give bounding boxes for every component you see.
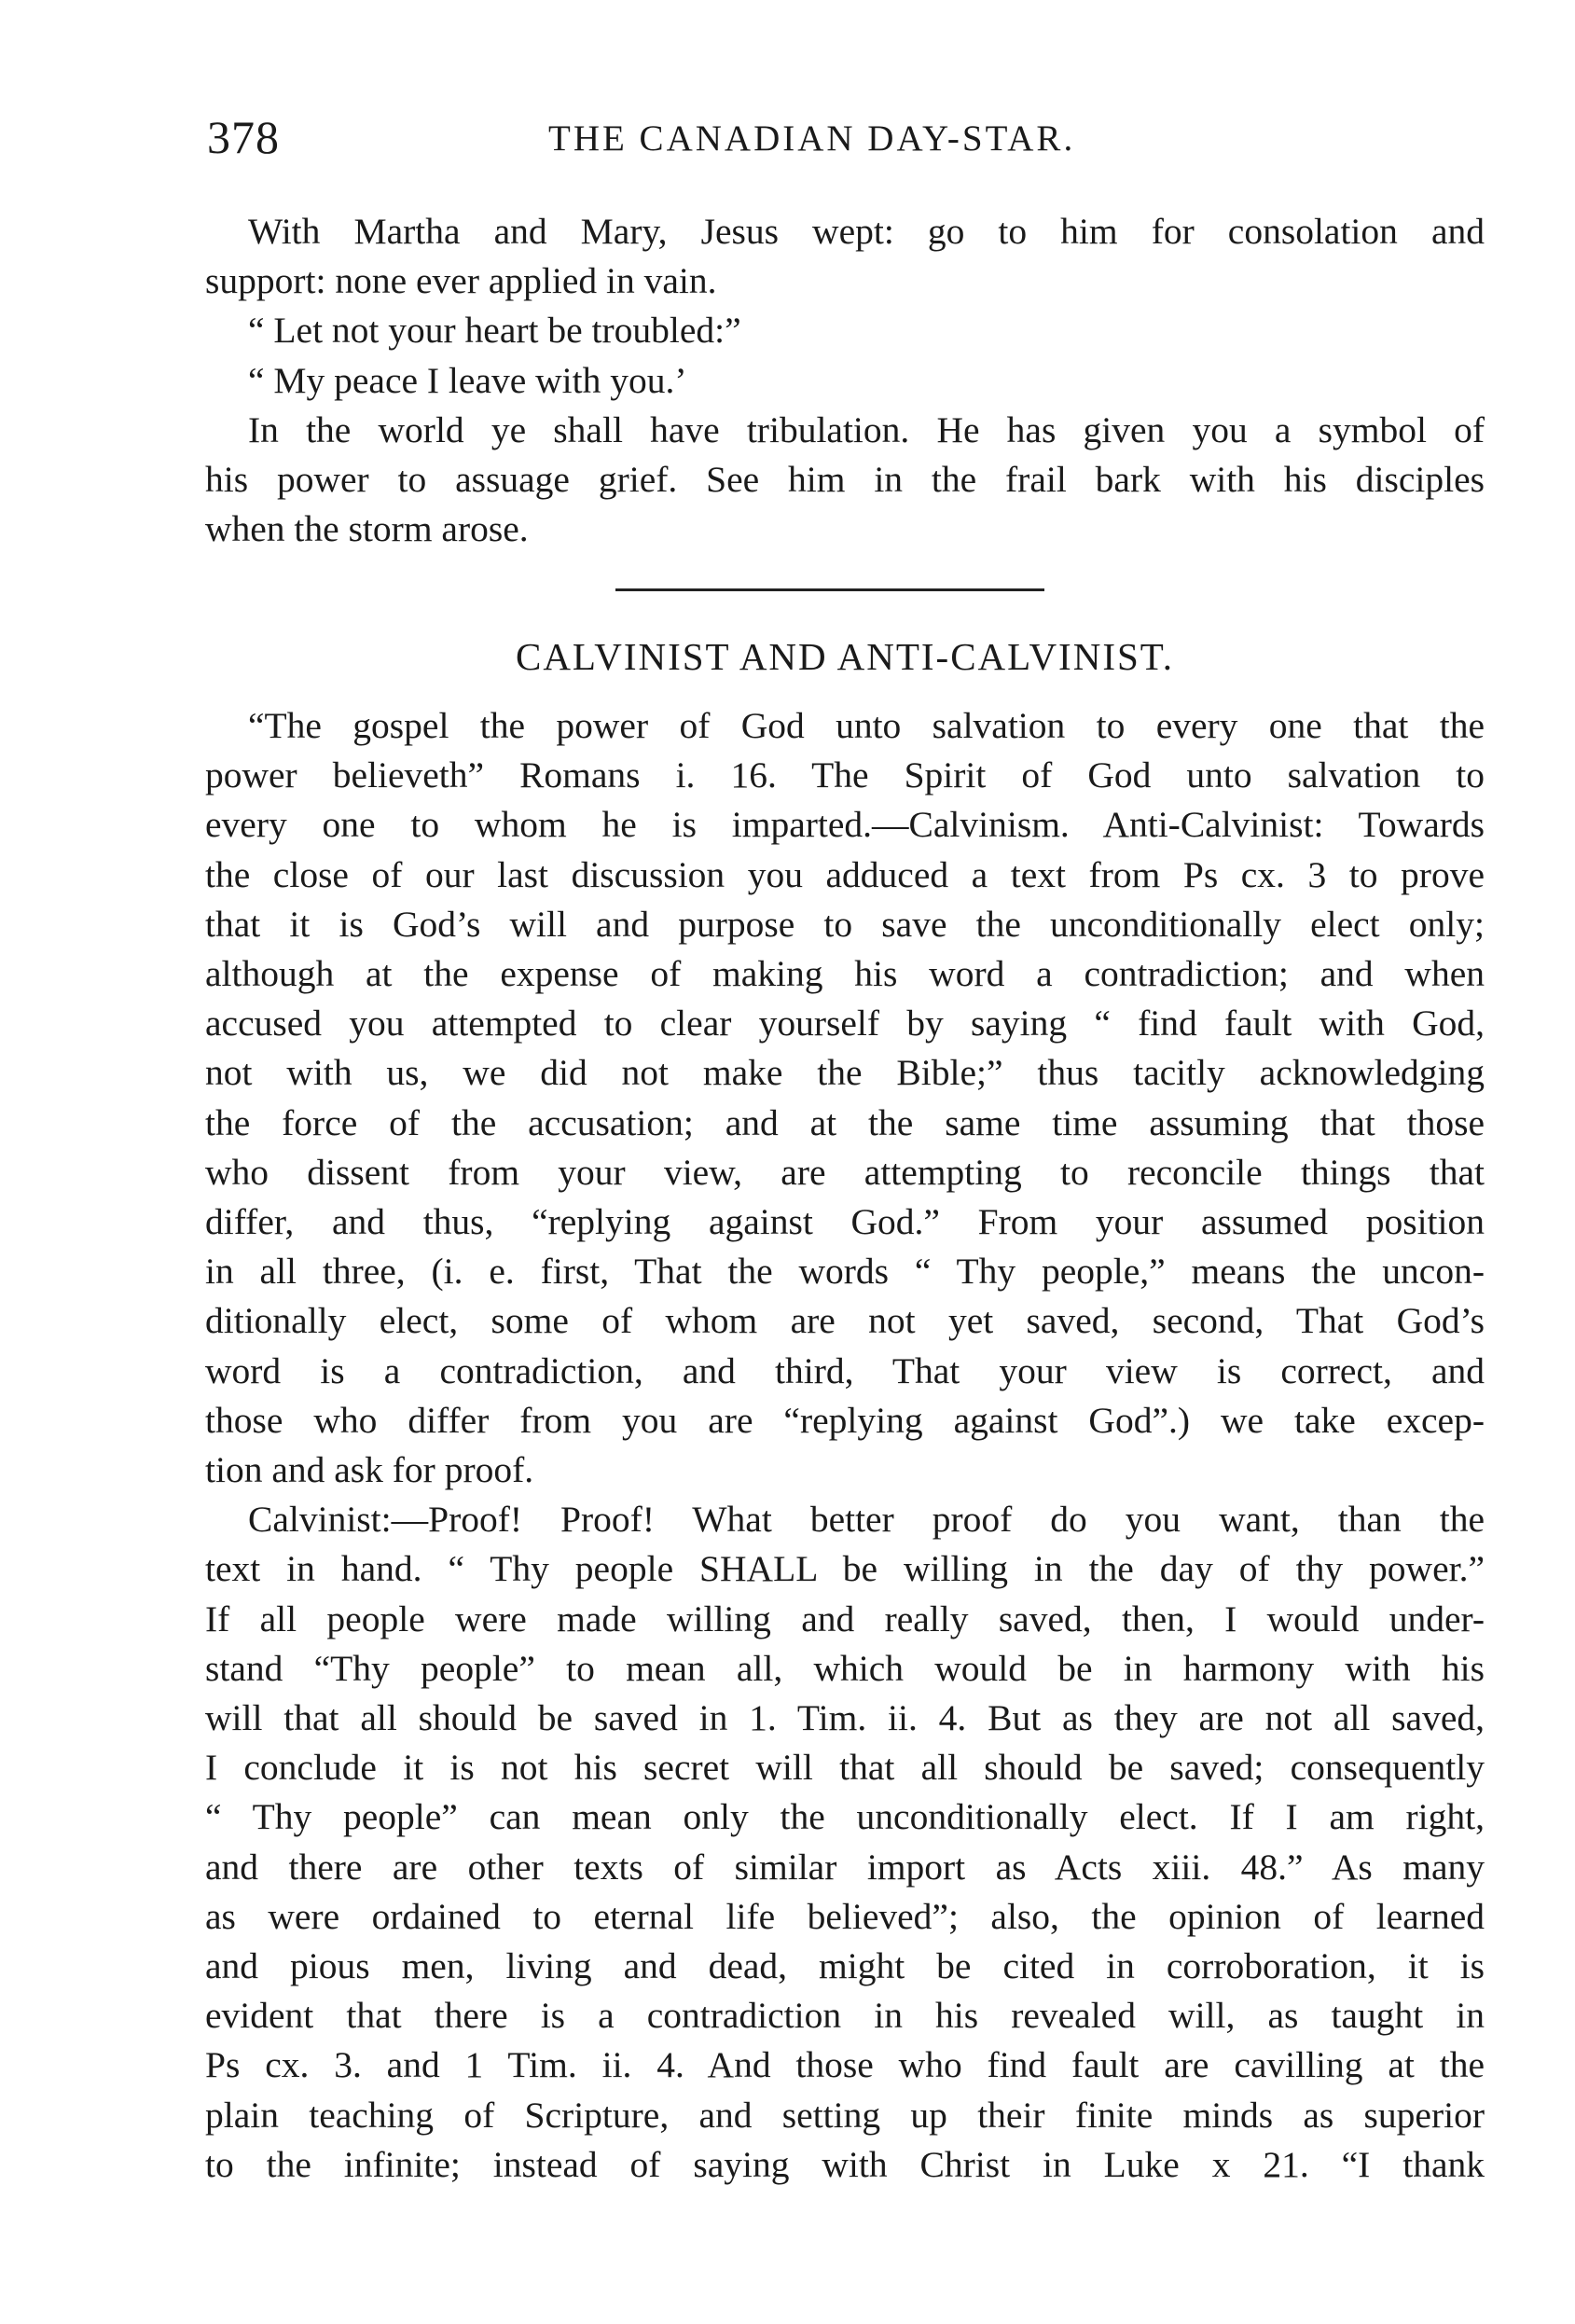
text-line: word is a contradiction, and third, That your view is correct, and xyxy=(205,1349,1485,1391)
text-line: his power to assuage grief. See him in the frail bark with his disciples xyxy=(205,459,1485,501)
text-line: accused you attempted to clear yourself by saying “ find fault with God, xyxy=(205,1003,1485,1044)
text-line: every one to whom he is imparted.—Calvinism. Anti-Calvinist: Towards xyxy=(205,804,1485,846)
section-divider xyxy=(615,588,1044,591)
section-heading: CALVINIST AND ANTI-CALVINIST. xyxy=(515,635,1175,678)
text-line: stand “Thy people” to mean all, which would be in harmony with his xyxy=(205,1647,1485,1689)
page-number: 378 xyxy=(207,111,280,163)
text-line: as were ordained to eternal life believed”; also, the opinion of learned xyxy=(205,1895,1485,1937)
text-line: Ps cx. 3. and 1 Tim. ii. 4. And those who find fault are cavilling at the xyxy=(205,2044,1485,2086)
text-line: will that all should be saved in 1. Tim. ii. 4. But as they are not all saved, xyxy=(205,1697,1485,1739)
text-line: those who differ from you are “replying against God”.) we take excep- xyxy=(205,1399,1485,1441)
text-line: differ, and thus, “replying against God.” From your assumed position xyxy=(205,1201,1485,1243)
text-line: “ Let not your heart be troubled:” xyxy=(248,310,741,352)
text-line: power believeth” Romans i. 16. The Spirit of God unto salvation to xyxy=(205,754,1485,796)
intro-paragraph xyxy=(205,207,1485,554)
text-line: the close of our last discussion you adduced a text from Ps cx. 3 to prove xyxy=(205,853,1485,895)
text-line: and there are other texts of similar import as Acts xiii. 48.” As many xyxy=(205,1846,1485,1888)
text-line: although at the expense of making his word a contradiction; and when xyxy=(205,953,1485,995)
text-line: support: none ever applied in vain. xyxy=(205,260,717,302)
running-title: THE CANADIAN DAY-STAR. xyxy=(548,118,1076,159)
text-line: in all three, (i. e. first, That the words “ Thy people,” means the uncon- xyxy=(205,1251,1485,1293)
text-line: “The gospel the power of God unto salvation to every one that the xyxy=(248,705,1485,746)
text-line: “ My peace I leave with you.’ xyxy=(248,359,687,401)
text-line: text in hand. “ Thy people SHALL be willing in the day of thy power.” xyxy=(205,1548,1485,1590)
text-line: to the infinite; instead of saying with Christ in Luke x 21. “I thank xyxy=(205,2143,1485,2185)
text-line: “ Thy people” can mean only the unconditionally elect. If I am right, xyxy=(205,1796,1485,1838)
text-line: and pious men, living and dead, might be cited in corroboration, it is xyxy=(205,1945,1485,1987)
text-line: when the storm arose. xyxy=(205,508,529,550)
text-line: If all people were made willing and really saved, then, I would under- xyxy=(205,1598,1485,1639)
section-body xyxy=(205,701,1485,2190)
text-line: that it is God’s will and purpose to save the unconditionally elect only; xyxy=(205,903,1485,945)
text-line: who dissent from your view, are attempting to reconcile things that xyxy=(205,1151,1485,1193)
text-line: I conclude it is not his secret will that all should be saved; consequently xyxy=(205,1747,1485,1789)
text-line: Calvinist:—Proof! Proof! What better proof do you want, than the xyxy=(248,1499,1485,1541)
text-line: ditionally elect, some of whom are not yet saved, second, That God’s xyxy=(205,1300,1485,1342)
text-line: In the world ye shall have tribulation. He has given you a symbol of xyxy=(248,408,1485,450)
text-line: With Martha and Mary, Jesus wept: go to him for consolation and xyxy=(248,211,1485,252)
text-line: the force of the accusation; and at the same time assuming that those xyxy=(205,1101,1485,1143)
text-line: evident that there is a contradiction in his revealed will, as taught in xyxy=(205,1995,1485,2037)
text-line: tion and ask for proof. xyxy=(205,1449,534,1491)
text-line: plain teaching of Scripture, and setting up their finite minds as superior xyxy=(205,2094,1485,2136)
text-line: not with us, we did not make the Bible;” thus tacitly acknowledging xyxy=(205,1052,1485,1094)
